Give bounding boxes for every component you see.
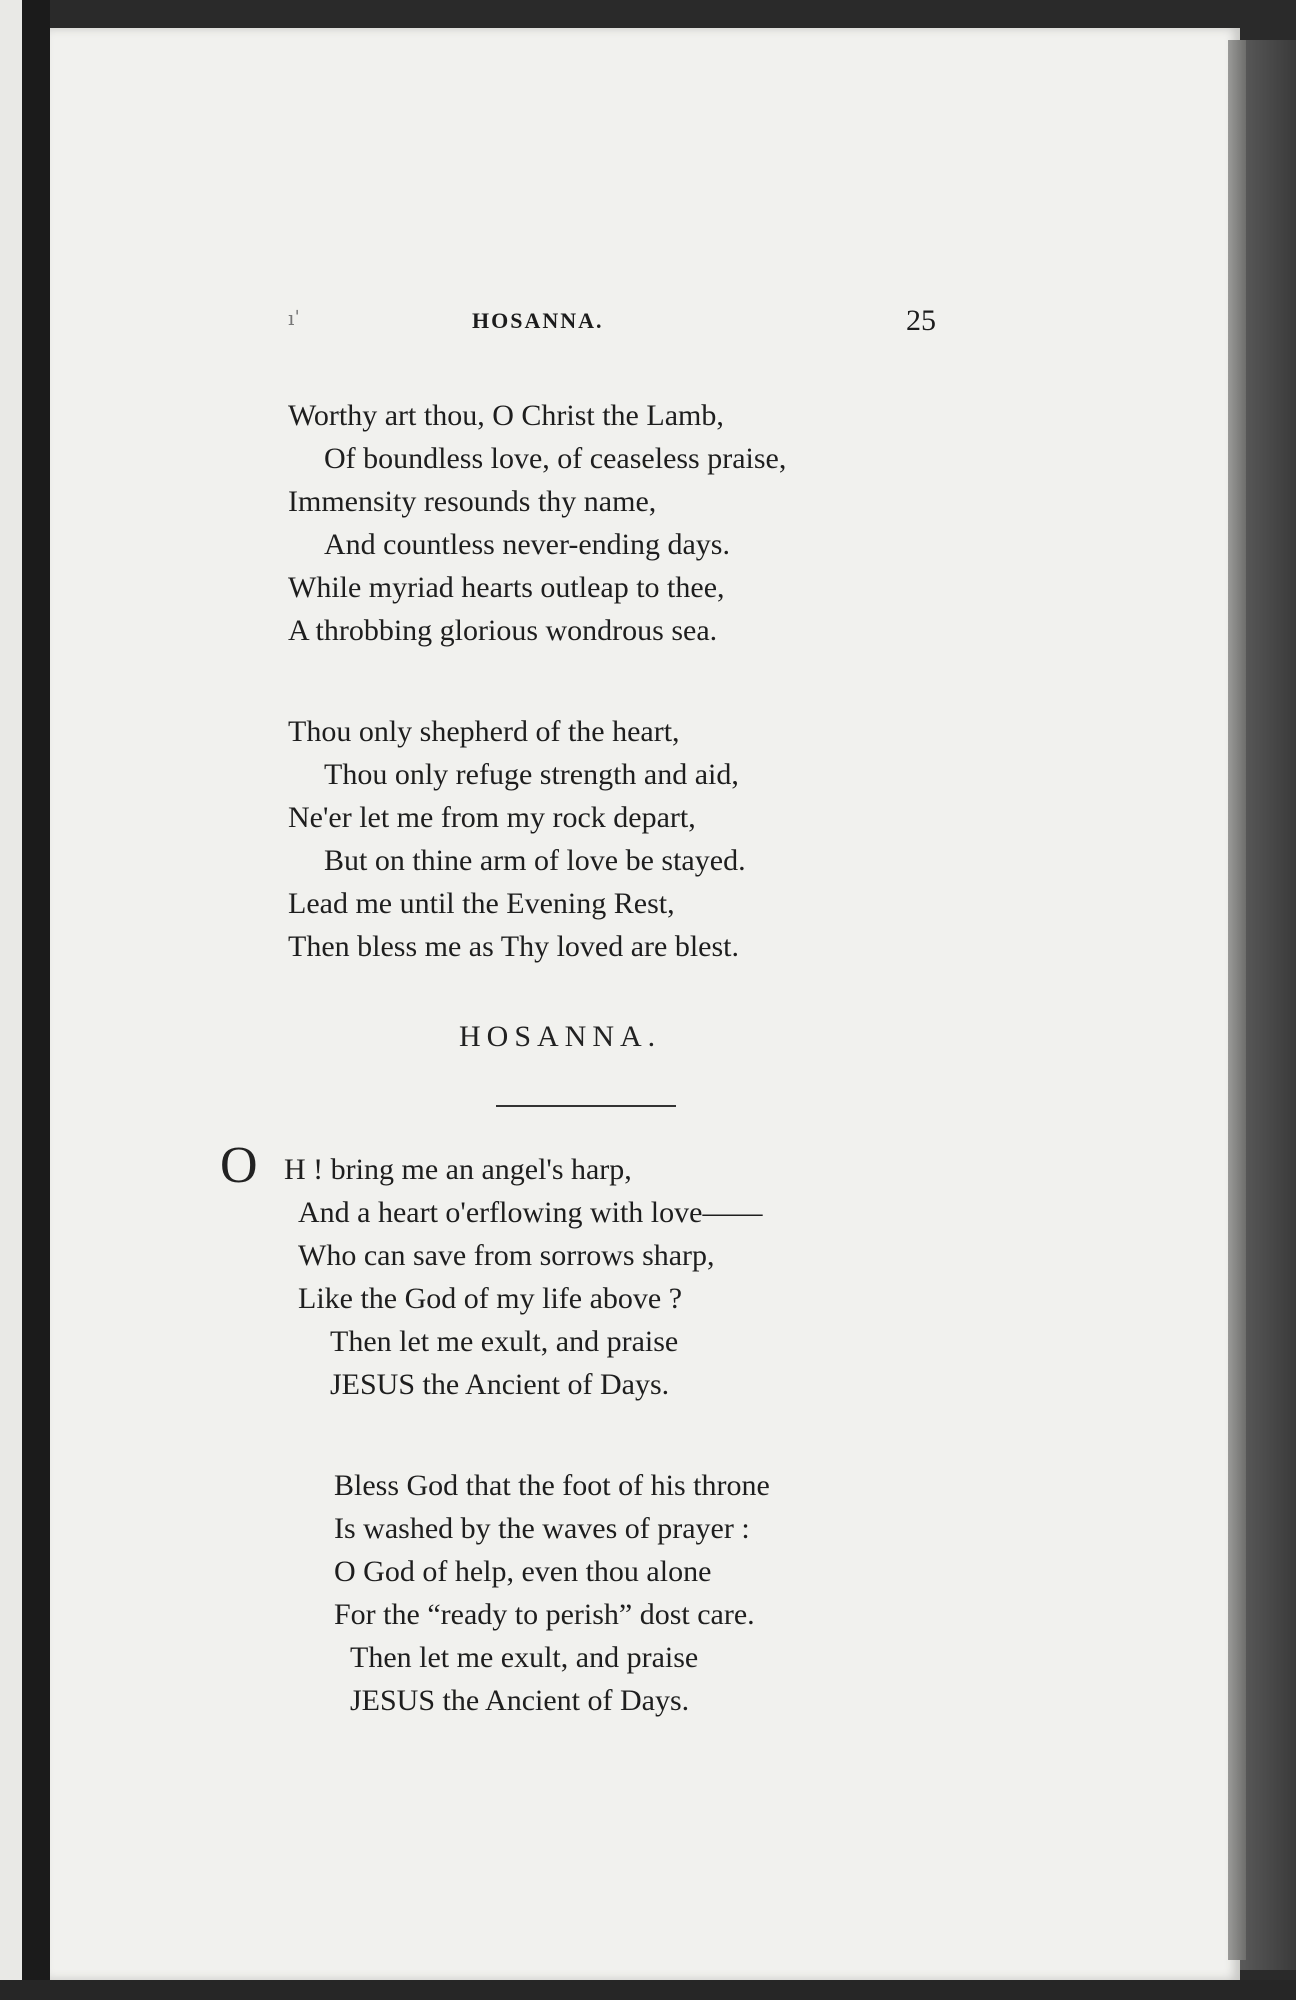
header-mark: ıˈ — [288, 306, 300, 330]
page-fore-edge — [1228, 40, 1246, 1960]
verse-line: Who can save from sorrows sharp, — [298, 1239, 715, 1272]
verse-line: While myriad hearts outleap to thee, — [288, 571, 725, 604]
verse-line: A throbbing glorious wondrous sea. — [288, 614, 718, 647]
verse-line: Then bless me as Thy loved are blest. — [288, 930, 739, 963]
verse-line-first: H ! bring me an angel's harp, — [284, 1153, 632, 1186]
verse-line: Thou only refuge strength and aid, — [324, 758, 739, 791]
verse-line: But on thine arm of love be stayed. — [324, 844, 746, 877]
scan-bottom-border — [0, 1980, 1296, 2000]
verse-line: Immensity resounds thy name, — [288, 485, 657, 518]
drop-cap: O — [220, 1137, 258, 1194]
poem-one-stanza-2 — [288, 710, 746, 968]
verse-line: Is washed by the waves of prayer : — [334, 1512, 750, 1545]
section-title: HOSANNA. — [459, 1020, 662, 1053]
poem-one-stanza-1 — [288, 394, 786, 652]
verse-line: Lead me until the Evening Rest, — [288, 887, 675, 920]
facing-page-edge — [0, 0, 22, 2000]
verse-line: JESUS the Ancient of Days. — [330, 1368, 670, 1401]
verse-line: O God of help, even thou alone — [334, 1555, 712, 1588]
verse-line: Then let me exult, and praise — [330, 1325, 679, 1358]
section-rule — [496, 1105, 676, 1107]
verse-line: Worthy art thou, O Christ the Lamb, — [288, 399, 724, 432]
verse-line: Bless God that the foot of his throne — [334, 1469, 770, 1502]
verse-line: And countless never-ending days. — [324, 528, 730, 561]
page-number: 25 — [906, 304, 936, 337]
book-gutter — [22, 0, 50, 2000]
verse-line: JESUS the Ancient of Days. — [350, 1684, 690, 1717]
verse-line: Like the God of my life above ? — [298, 1282, 683, 1315]
verse-line: And a heart o'erflowing with love—— — [298, 1196, 763, 1229]
running-head: HOSANNA. — [472, 308, 604, 333]
verse-line: Ne'er let me from my rock depart, — [288, 801, 696, 834]
verse-line: Then let me exult, and praise — [350, 1641, 699, 1674]
book-cover-edge — [1240, 40, 1296, 1970]
verse-line: Of boundless love, of ceaseless praise, — [324, 442, 787, 475]
poem-two-stanza-2 — [334, 1464, 770, 1722]
verse-line: For the “ready to perish” dost care. — [334, 1598, 755, 1631]
poem-two-stanza-1 — [284, 1148, 762, 1406]
verse-line: Thou only shepherd of the heart, — [288, 715, 680, 748]
